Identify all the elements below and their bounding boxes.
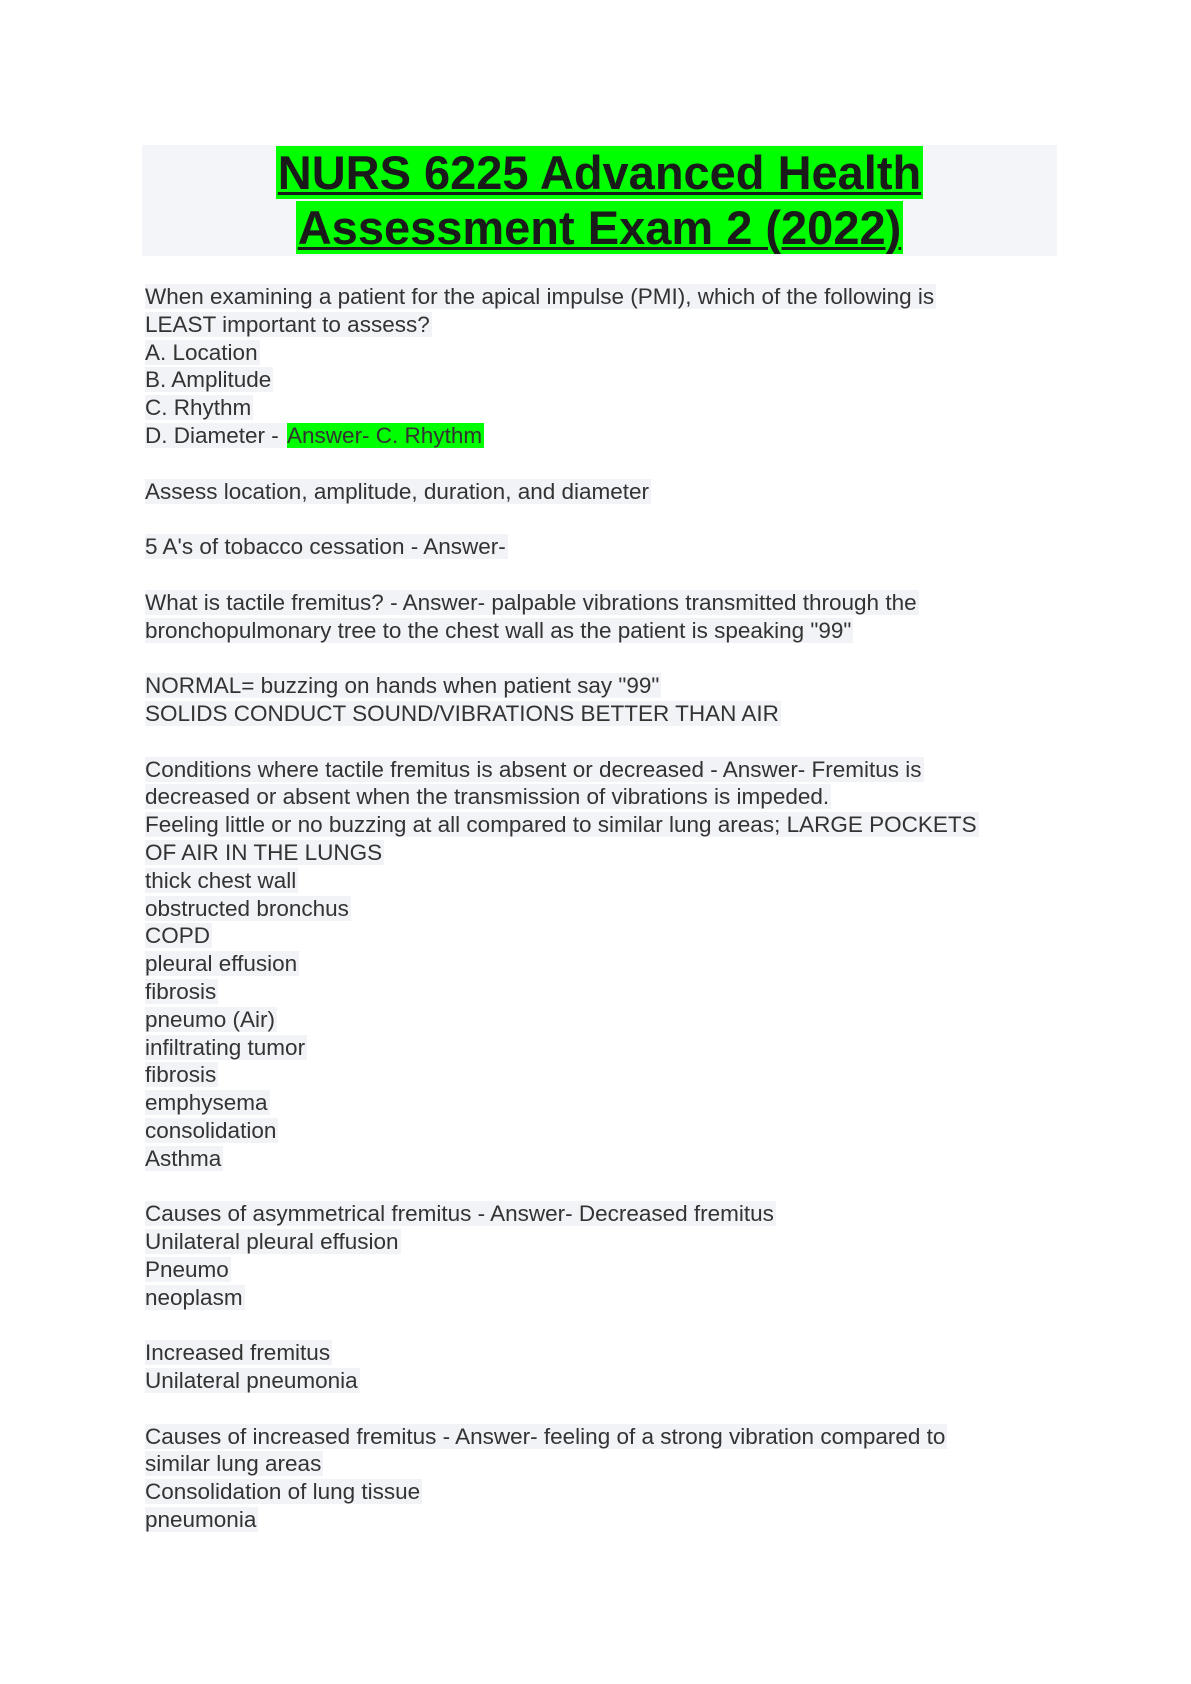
title-line-2: Assessment Exam 2 (2022) [297, 201, 902, 254]
q3-line-2: bronchopulmonary tree to the chest wall as the patient is speaking "99" [145, 617, 852, 643]
q1-answer-highlight: Answer- C. Rhythm [287, 422, 483, 448]
list-item: infiltrating tumor [145, 1034, 306, 1060]
q1-option-d: D. Diameter - Answer- C. Rhythm [145, 422, 483, 448]
q5-line-3: Pneumo [145, 1256, 229, 1282]
q4-line-2: decreased or absent when the transmission of vibrations is impeded. [145, 784, 830, 810]
q1-prompt-line-2: LEAST important to assess? [145, 311, 430, 337]
q5-line-5: Increased fremitus [145, 1340, 331, 1366]
list-item: thick chest wall [145, 867, 297, 893]
q1-note: Assess location, amplitude, duration, and diameter [145, 478, 650, 504]
q6-line-4: pneumonia [145, 1507, 257, 1533]
q6-line-1: Causes of increased fremitus - Answer- feeling of a strong vibration compared to [145, 1423, 946, 1449]
list-item: COPD [145, 923, 211, 949]
q5-line-6: Unilateral pneumonia [145, 1368, 358, 1394]
q1-prompt-line-1: When examining a patient for the apical impulse (PMI), which of the following is [145, 284, 935, 309]
list-item: Asthma [145, 1145, 222, 1171]
q5-line-4: neoplasm [145, 1284, 243, 1310]
list-item: pleural effusion [145, 951, 298, 977]
list-item: pneumo (Air) [145, 1006, 276, 1032]
q1-option-c: C. Rhythm [145, 395, 252, 421]
q5-line-1: Causes of asymmetrical fremitus - Answer- Decreased fremitus [145, 1201, 774, 1227]
q1-option-a: A. Location [145, 339, 258, 365]
q3-line-3: NORMAL= buzzing on hands when patient say "99" [145, 673, 660, 699]
title-line-1: NURS 6225 Advanced Health [277, 146, 922, 199]
q2-prompt: 5 A's of tobacco cessation - Answer- [145, 534, 506, 560]
q6-line-3: Consolidation of lung tissue [145, 1479, 421, 1505]
q1-option-b: B. Amplitude [145, 367, 272, 393]
list-item: consolidation [145, 1117, 277, 1143]
list-item: emphysema [145, 1090, 268, 1116]
q5-line-2: Unilateral pleural effusion [145, 1229, 399, 1255]
q4-line-4: OF AIR IN THE LUNGS [145, 839, 383, 865]
q3-line-4: SOLIDS CONDUCT SOUND/VIBRATIONS BETTER THAN AIR [145, 700, 779, 726]
document-title [142, 145, 1057, 256]
q3-line-1: What is tactile fremitus? - Answer- palpable vibrations transmitted through the [145, 589, 917, 615]
q4-line-1: Conditions where tactile fremitus is absent or decreased - Answer- Fremitus is [145, 756, 922, 782]
list-item: fibrosis [145, 978, 217, 1004]
q6-line-2: similar lung areas [145, 1451, 322, 1477]
document-body [145, 283, 1065, 1534]
list-item: fibrosis [145, 1062, 217, 1088]
list-item: obstructed bronchus [145, 895, 349, 921]
q4-line-3: Feeling little or no buzzing at all compared to similar lung areas; LARGE POCKETS [145, 812, 977, 838]
